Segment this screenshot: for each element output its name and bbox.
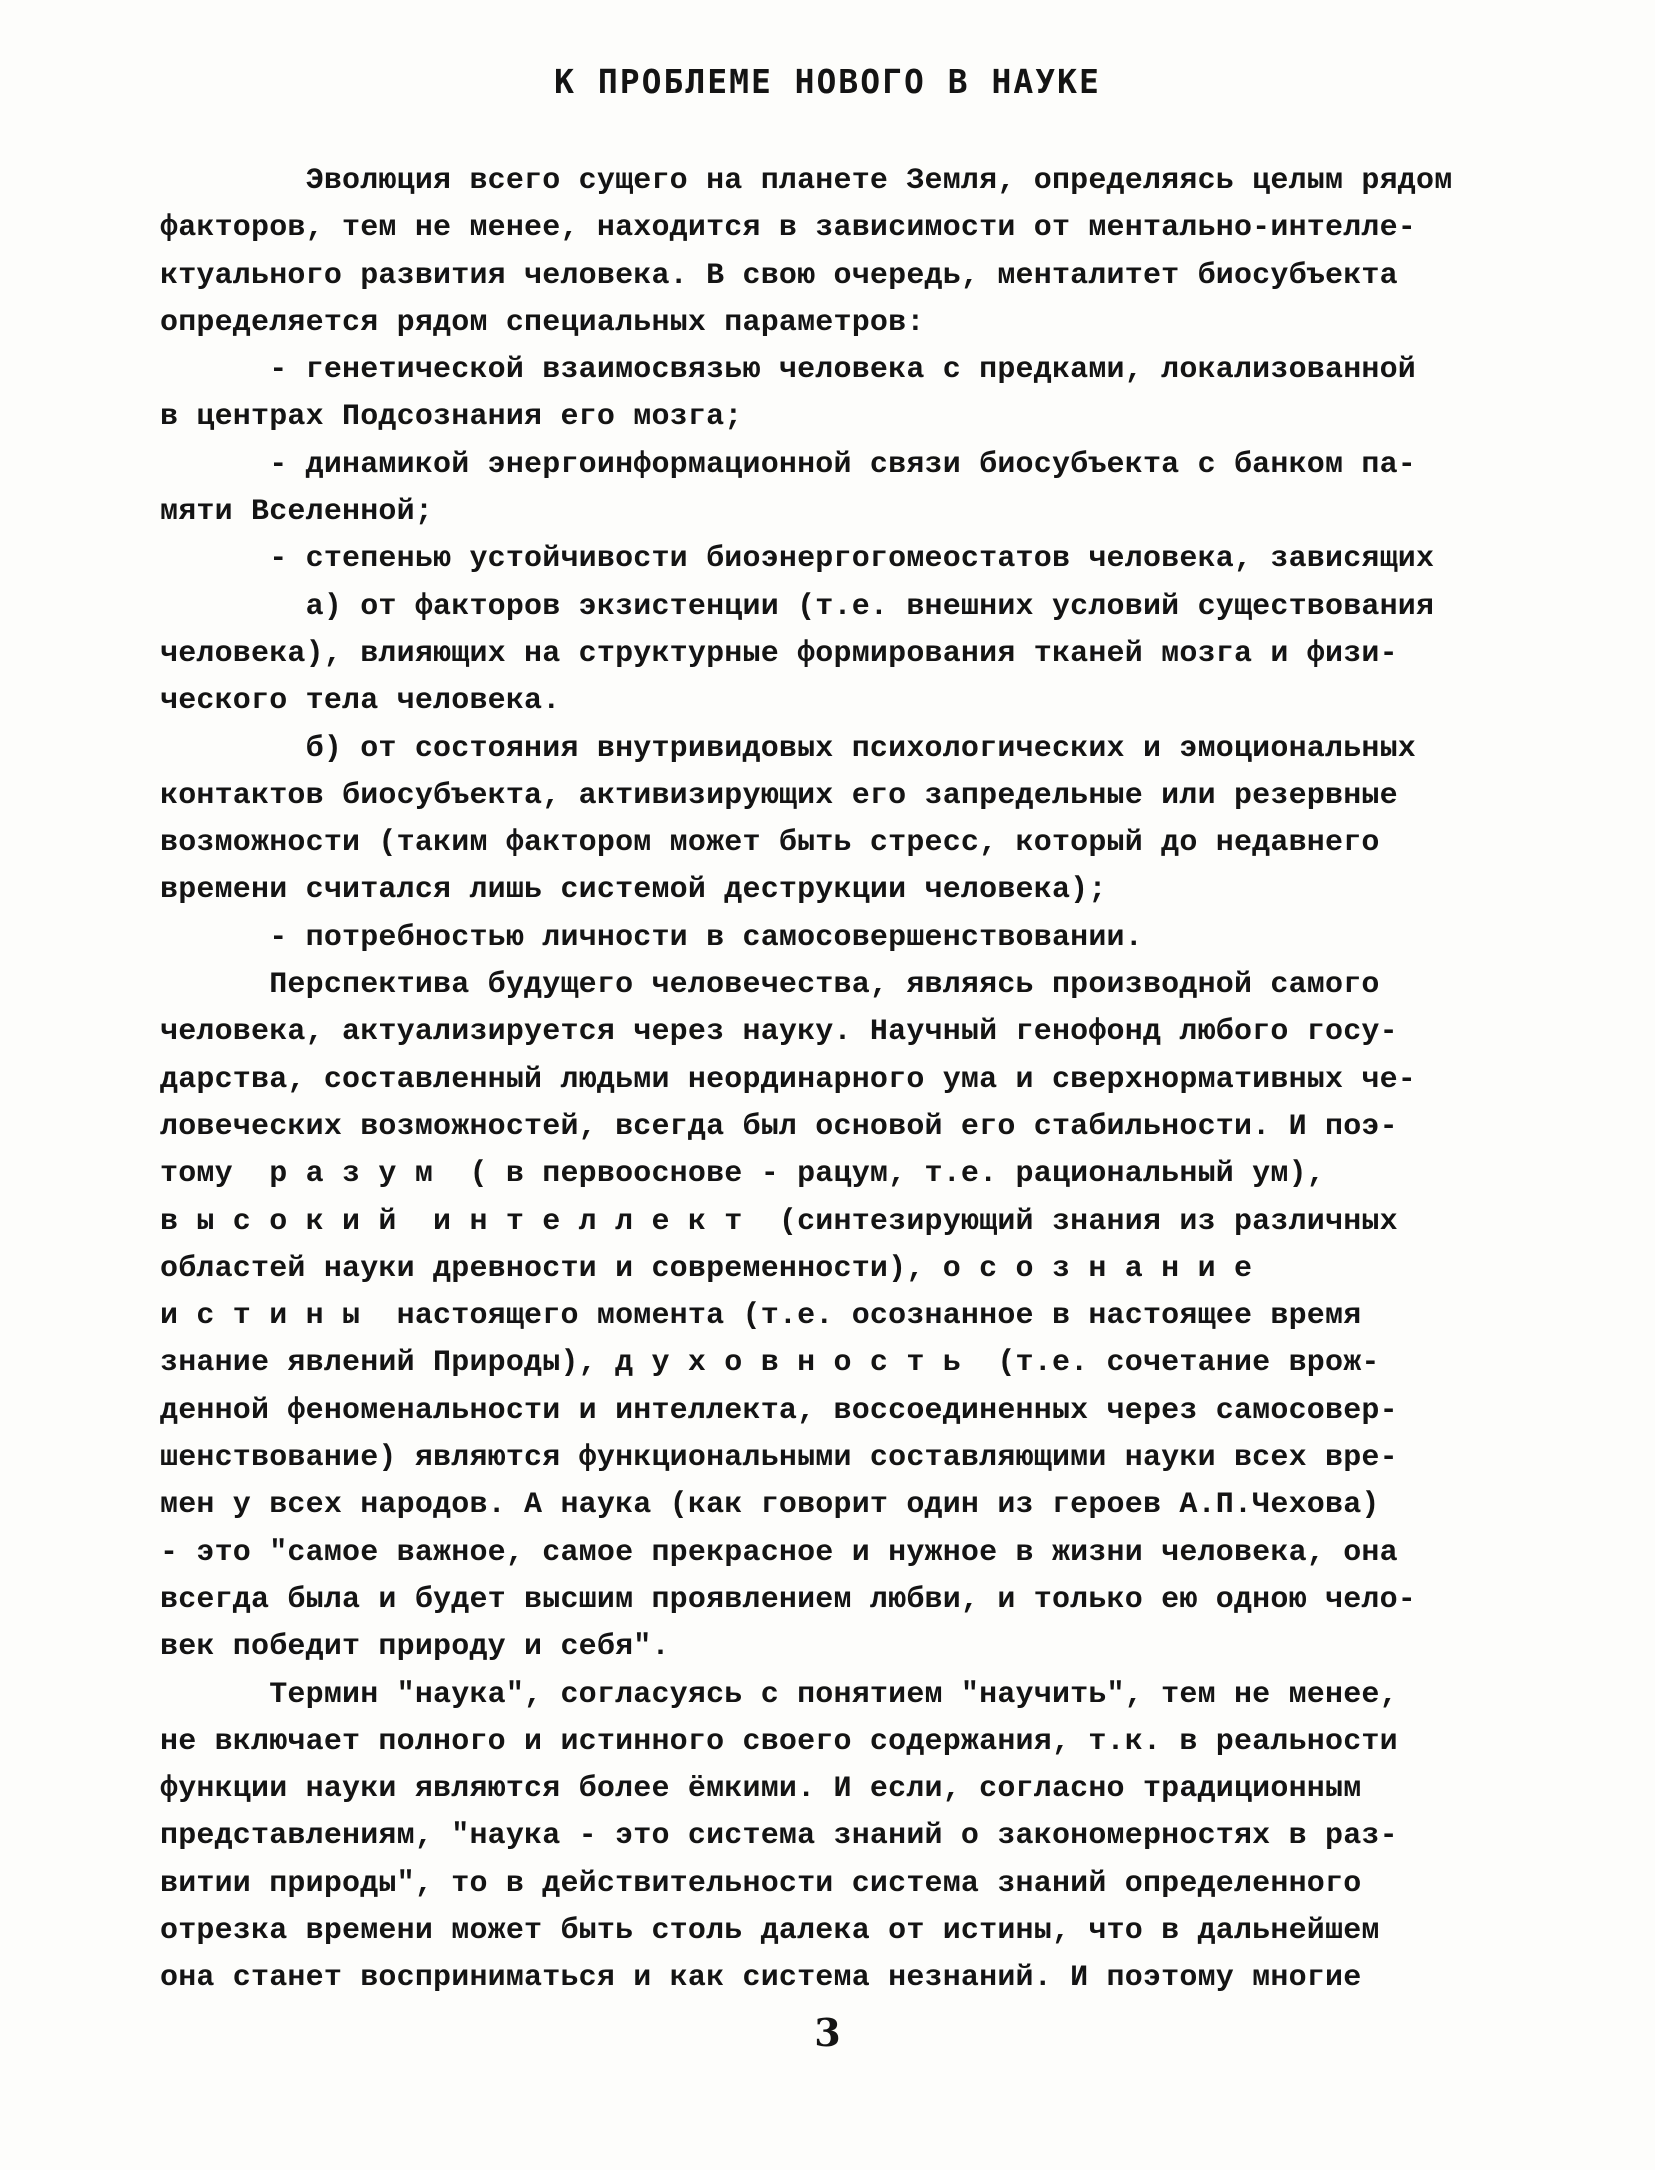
text-line: денной феноменальности и интеллекта, воссоединенных через самосовер- xyxy=(160,1393,1398,1428)
text-line: б) от состояния внутривидовых психологических и эмоциональных xyxy=(160,731,1417,766)
text-line: областей науки древности и современности), о с о з н а н и е xyxy=(160,1251,1253,1286)
text-line: дарства, составленный людьми неординарного ума и сверхнормативных че- xyxy=(160,1062,1417,1097)
text-line: ктуального развития человека. В свою очередь, менталитет биосубъекта xyxy=(160,258,1398,293)
text-line: Эволюция всего сущего на планете Земля, определяясь целым рядом xyxy=(160,164,1453,198)
text-line: контактов биосубъекта, активизирующих его запредельные или резервные xyxy=(160,778,1398,813)
text-line: всегда была и будет высшим проявлением любви, и только ею одною чело- xyxy=(160,1582,1417,1617)
page-number: 3 xyxy=(814,2010,841,2055)
text-line: шенствование) являются функциональными составляющими науки всех вре- xyxy=(160,1441,1398,1476)
text-line: и с т и н ы настоящего момента (т.е. осознанное в настоящее время xyxy=(160,1299,1362,1334)
text-line: в ы с о к и й и н т е л л е к т (синтезирующий знания из различных xyxy=(160,1204,1398,1239)
text-line: - генетической взаимосвязью человека с предками, локализованной xyxy=(160,353,1417,388)
text-line: тому р а з у м ( в первооснове - рацум, т.е. рациональный ум), xyxy=(160,1157,1325,1192)
text-line: функции науки являются более ёмкими. И если, согласно традиционным xyxy=(160,1772,1362,1807)
text-line: мен у всех народов. А наука (как говорит один из героев А.П.Чехова) xyxy=(160,1488,1380,1523)
text-line: ческого тела человека. xyxy=(160,684,561,719)
text-line: - потребностью личности в самосовершенствовании. xyxy=(160,920,1143,955)
text-line: Перспектива будущего человечества, являясь производной самого xyxy=(160,968,1380,1003)
text-line: в центрах Подсознания его мозга; xyxy=(160,400,743,435)
text-line: времени считался лишь системой деструкции человека); xyxy=(160,873,1107,908)
text-line: не включает полного и истинного своего содержания, т.к. в реальности xyxy=(160,1724,1398,1759)
text-line: отрезка времени может быть столь далека от истины, что в дальнейшем xyxy=(160,1913,1380,1948)
text-line: век победит природу и себя". xyxy=(160,1630,670,1665)
text-line: факторов, тем не менее, находится в зависимости от ментально-интелле- xyxy=(160,211,1417,246)
text-line: - динамикой энергоинформационной связи биосубъекта с банком па- xyxy=(160,447,1417,482)
text-line: Термин "наука", согласуясь с понятием "научить", тем не менее, xyxy=(160,1677,1398,1712)
text-line: - степенью устойчивости биоэнергогомеостатов человека, зависящих xyxy=(160,542,1435,577)
text-line: человека, актуализируется через науку. Научный генофонд любого госу- xyxy=(160,1015,1398,1050)
text-line: определяется рядом специальных параметров: xyxy=(160,305,925,340)
text-line: знание явлений Природы), д у х о в н о с т ь (т.е. сочетание врож- xyxy=(160,1346,1380,1381)
body-text xyxy=(160,158,1510,2003)
text-line: витии природы", то в действительности система знаний определенного xyxy=(160,1866,1362,1901)
text-line: представлениям, "наука - это система знаний о закономерностях в раз- xyxy=(160,1819,1398,1854)
text-line: - это "самое важное, самое прекрасное и нужное в жизни человека, она xyxy=(160,1535,1398,1570)
text-line: а) от факторов экзистенции (т.е. внешних условий существования xyxy=(160,589,1435,624)
text-line: человека), влияющих на структурные формирования тканей мозга и физи- xyxy=(160,636,1398,671)
page-title: К ПРОБЛЕМЕ НОВОГО В НАУКЕ xyxy=(554,62,1101,101)
text-line: возможности (таким фактором может быть стресс, который до недавнего xyxy=(160,826,1380,861)
text-line: она станет восприниматься и как система незнаний. И поэтому многие xyxy=(160,1961,1362,1996)
text-line: мяти Вселенной; xyxy=(160,495,434,530)
text-line: ловеческих возможностей, всегда был основой его стабильности. И поэ- xyxy=(160,1109,1398,1144)
